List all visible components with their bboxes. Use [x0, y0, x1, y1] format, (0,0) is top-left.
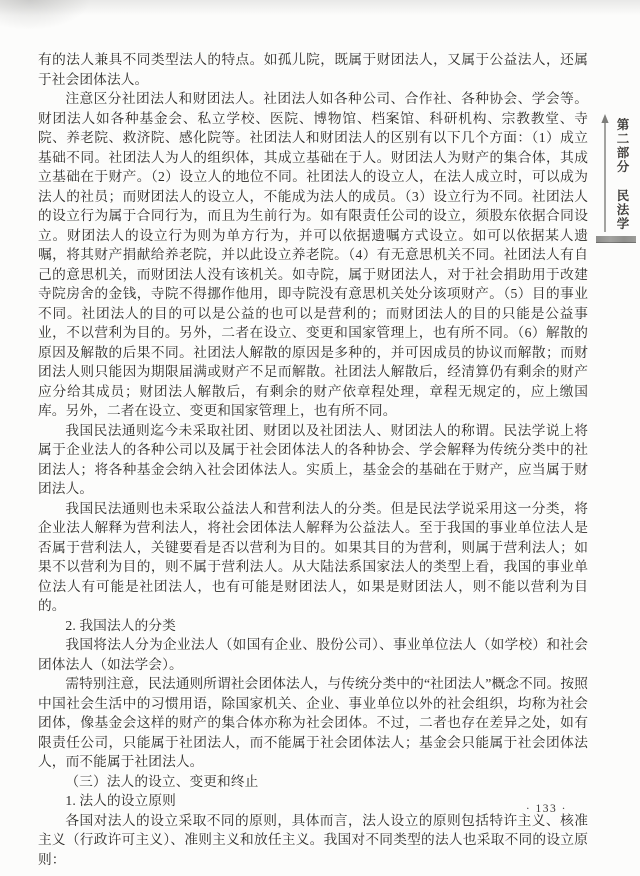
- paragraph-distinction: 注意区分社团法人和财团法人。社团法人如各种公司、合作社、各种协会、学会等。财团法人如各种基金会、私立学校、医院、博物馆、档案馆、科研机构、宗教教堂、寺院、养老院、救济院、感化院等。社团法人和财团法人的区别有以下几个方面：（1）成立基础不同。社团法人为人的组织体，其成立基础在于人。财团法人为财产的集合体，其成立基础在于财产。（2）设立人的地位不同。社团法人的设立人，在法人成立时，可以成为法人的社员；而财团法人的设立人，不能成为法人的成员。（3）设立行为不同。社团法人的设立行为属于合同行为，而且为生前行为。如有限责任公司的设立，须股东依据合同设立。财团法人的设立行为则为单方行为，并可以依据遗嘱方式设立。如可以依据某人遗嘱，将其财产捐献给养老院，并以此设立养老院。（4）有无意思机关不同。社团法人有自己的意思机关，而财团法人没有该机关。如寺院，属于财团法人，对于社会捐助用于改建寺院房舍的金钱，寺院不得挪作他用，即寺院没有意思机关处分该项财产。（5）目的事业不同。社团法人的目的可以是公益的也可以是营利的；而财团法人的目的只能是公益事业，不以营利为目的。另外，二者在设立、变更和国家管理上，也有所不同。（6）解散的原因及解散的后果不同。社团法人解散的原因是多种的，并可因成员的协议而解散；而财团法人则只能因为期限届满或财产不足而解散。社团法人解散后，经清算仍有剩余的财产应分给其成员；财团法人解散后，有剩余的财产依章程处理，章程无规定的，应上缴国库。另外，二者在设立、变更和国家管理上，也有所不同。: [38, 91, 588, 418]
- heading-classification: 2. 我国法人的分类: [65, 617, 176, 633]
- paragraph-continuation: 有的法人兼具不同类型法人的特点。如孤儿院，既属于财团法人，又属于公益法人，还属于社会团体法人。: [38, 52, 588, 87]
- side-tab-labels: [613, 118, 631, 231]
- part-label: 第二部分: [615, 118, 629, 174]
- subject-label: 民法学: [615, 188, 629, 231]
- paragraph-establishment-body: 各国对法人的设立采取不同的原则，具体而言，法人设立的原则包括特许主义、核准主义（行政许可主义）、准则主义和放任主义。我国对不同类型的法人也采取不同的设立原则：: [38, 812, 588, 867]
- paragraph-classification-body: 我国将法人分为企业法人（如国有企业、股份公司）、事业单位法人（如学校）和社会团体法人（如法学会）。: [38, 637, 588, 672]
- paragraph-mingfatongze-2: 我国民法通则也未采取公益法人和营利法人的分类。但是民法学说采用这一分类，将企业法人解释为营利法人，将社会团体法人解释为公益法人。至于我国的事业单位法人是否属于营利法人，关键要看是否以营利为目的。如果其目的为营利，则属于营利法人；如果不以营利为目的，则不属于营利法人。从大陆法系国家法人的类型上看，我国的事业单位法人有可能是社团法人，也有可能是财团法人，如果是财团法人，则不能以营利为目的。: [38, 500, 588, 613]
- chapter-side-tab: [594, 112, 638, 238]
- heading-establishment-principles: 1. 法人的设立原则: [65, 793, 176, 808]
- paragraph-special-note: 需特别注意，民法通则所谓社会团体法人，与传统分类中的“社团法人”概念不同。按照中国社会生活中的习惯用语，除国家机关、企业、事业单位以外的社会组织，均称为社会团体，像基金会这样的财产的集合体亦称为社会团体。不过，二者也存在差异之处，如有限责任公司，只能属于社团法人，而不能属于社会团体法人；基金会只能属于社会团体法人，而不能属于社团法人。: [38, 676, 588, 769]
- side-tab-footer-bar: [596, 236, 636, 243]
- heading-section-three: （三）法人的设立、变更和终止: [65, 773, 259, 789]
- page-content: [38, 50, 588, 869]
- page-number: · 133 ·: [525, 803, 567, 815]
- paragraph-mingfatongze-1: 我国民法通则迄今未采取社团、财团以及社团法人、财团法人的称谓。民法学说上将属于企业法人的各种公司以及属于社会团体法人的各种协会、学会解释为传统分类中的社团法人；将各种基金会纳入社会团体法人。实质上，基金会的基础在于财产，应当属于财团法人。: [38, 422, 588, 496]
- up-arrow-icon: [600, 114, 610, 232]
